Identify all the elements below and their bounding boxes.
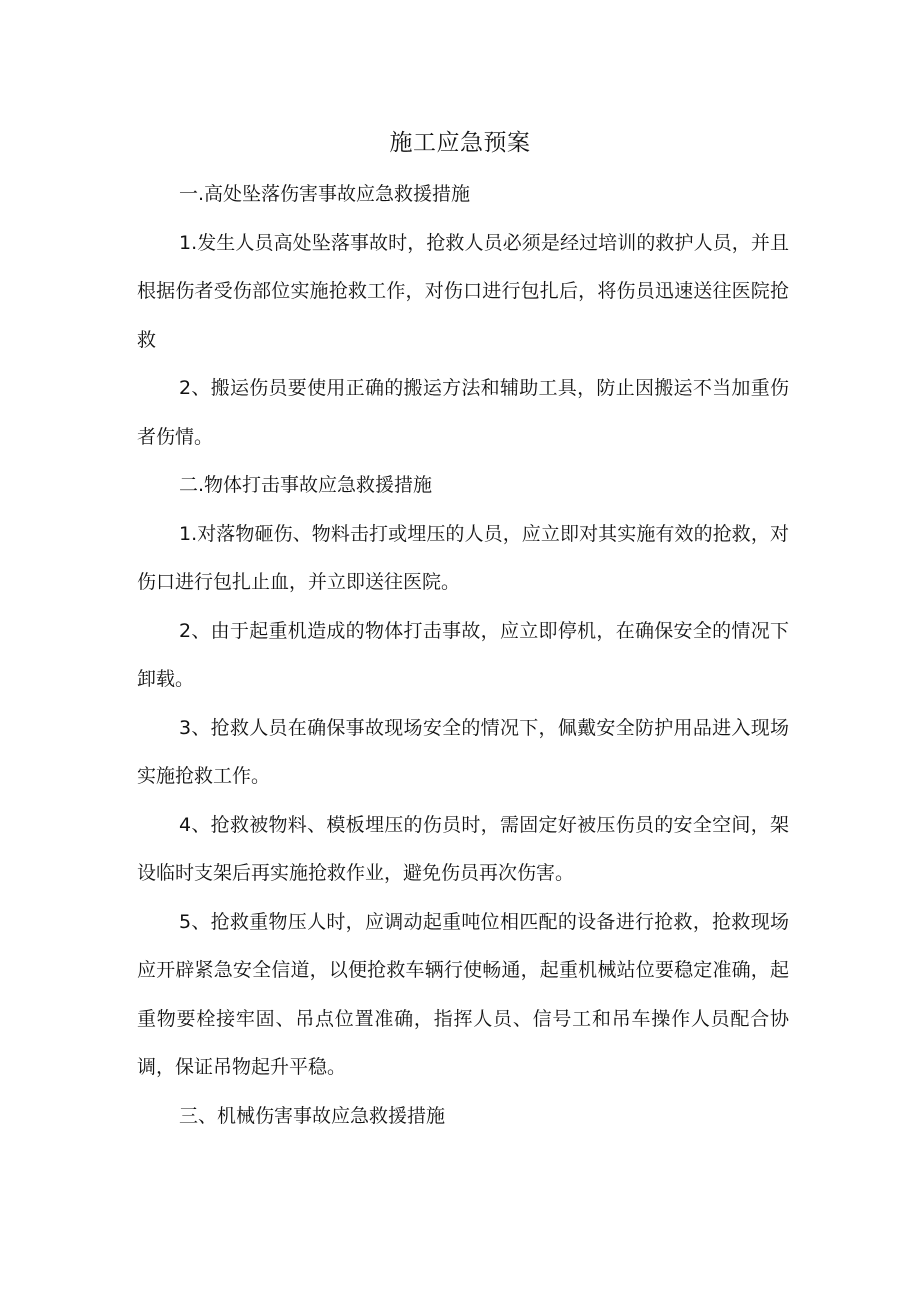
section-heading-2: 二.物体打击事故应急救援措施 <box>179 474 433 496</box>
section-heading-1: 一.高处坠落伤害事故应急救援措施 <box>179 183 471 205</box>
paragraph-1-1: 1.发生人员高处坠落事故时，抢救人员必须是经过培训的救护人员，并且根据伤者受伤部位实施抢救工作，对伤口进行包扎后，将伤员迅速送往医院抢救 <box>137 231 789 351</box>
paragraph-1-2: 2、搬运伤员要使用正确的搬运方法和辅助工具，防止因搬运不当加重伤者伤情。 <box>137 377 789 448</box>
section-heading-3: 三、机械伤害事故应急救援措施 <box>179 1104 446 1127</box>
paragraph-2-2: 2、由于起重机造成的物体打击事故，应立即停机，在确保安全的情况下卸载。 <box>137 619 789 690</box>
paragraph-2-5: 5、抢救重物压人时，应调动起重吨位相匹配的设备进行抢救，抢救现场应开辟紧急安全信道，以便抢救车辆行使畅通，起重机械站位要稳定准确，起重物要栓接牢固、吊点位置准确，指挥人员、信号工和吊车操作人员配合协调，保证吊物起升平稳。 <box>137 910 789 1078</box>
paragraph-2-4: 4、抢救被物料、模板埋压的伤员时，需固定好被压伤员的安全空间，架设临时支架后再实施抢救作业，避免伤员再次伤害。 <box>137 813 789 884</box>
document-body <box>137 170 789 1140</box>
paragraph-2-1: 1.对落物砸伤、物料击打或埋压的人员，应立即对其实施有效的抢救，对伤口进行包扎止血，并立即送往医院。 <box>137 522 789 593</box>
page-title: 施工应急预案 <box>389 130 531 156</box>
paragraph-2-3: 3、抢救人员在确保事故现场安全的情况下，佩戴安全防护用品进入现场实施抢救工作。 <box>137 716 789 787</box>
